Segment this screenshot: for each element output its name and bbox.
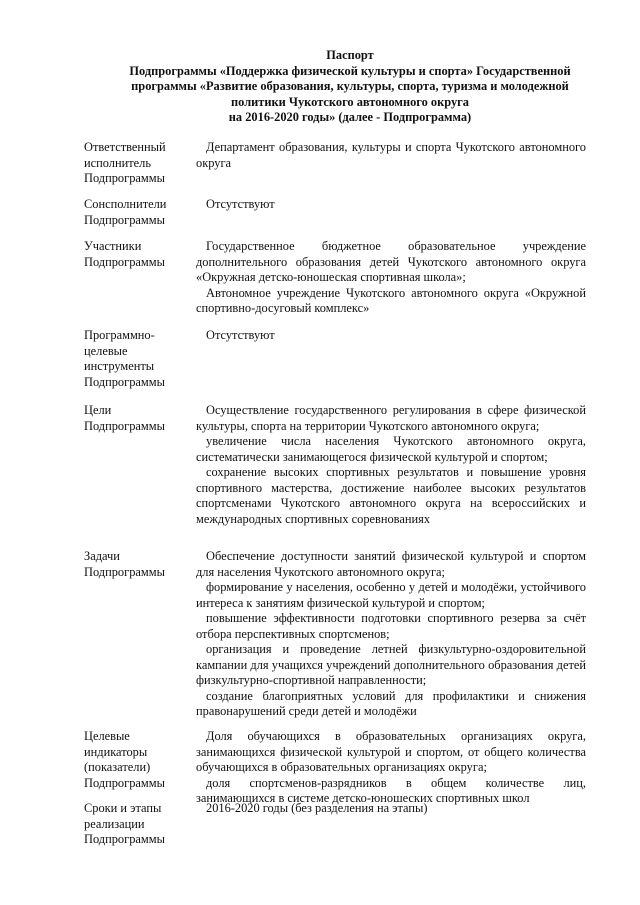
row-label [84, 328, 194, 390]
label-line: инструменты [84, 359, 155, 373]
label-line: Программно- [84, 328, 155, 342]
row-label [84, 729, 194, 791]
title-line-4: политики Чукотского автономного округа [231, 94, 469, 109]
label-line: Целевые [84, 729, 130, 743]
label-line: Подпрограммы [84, 564, 165, 579]
title-line-1: Паспорт [326, 48, 374, 62]
row-label [84, 239, 194, 270]
label-line: Цели [84, 403, 112, 417]
row-content [196, 403, 586, 527]
row-content [196, 729, 586, 807]
label-line: Сроки и этапы [84, 801, 162, 815]
passport-title [100, 48, 600, 126]
row-content [196, 549, 586, 720]
label-line: Подпрограммы [84, 775, 165, 790]
row-label [84, 140, 194, 187]
label-line: Подпрограммы [84, 418, 165, 433]
paragraph: формирование у населения, особенно у детей и молодёжи, устойчивого интереса к занятиям физической культурой и спортом; [196, 580, 586, 610]
paragraph: 2016-2020 годы (без разделения на этапы) [206, 801, 428, 815]
label-line: Подпрограммы [84, 212, 165, 227]
paragraph: Осуществление государственного регулирования в сфере физической культуры, спорта на территории Чукотского автономного округа; [196, 403, 586, 433]
label-line: исполнитель [84, 155, 151, 170]
row-content [196, 328, 586, 344]
row-label [84, 801, 194, 848]
label-line: Участники [84, 239, 142, 253]
label-line: Подпрограммы [84, 171, 165, 185]
paragraph: увеличение числа населения Чукотского автономного округа, систематически занимающегося физической культурой и спортом; [196, 434, 586, 464]
title-line-2: Подпрограммы «Поддержка физической культуры и спорта» Государственной [129, 63, 571, 78]
title-line-5: на 2016-2020 годы» (далее - Подпрограмма) [228, 110, 472, 124]
label-line: Подпрограммы [84, 832, 165, 846]
paragraph: Государственное бюджетное образовательное учреждение дополнительного образования детей Чукотского автономного округа «Окружная детско-юношеская спортивная школа»; [196, 239, 586, 284]
paragraph: Отсутствуют [206, 197, 275, 211]
paragraph: организация и проведение летней физкультурно-оздоровительной кампании для учащихся учреждений дополнительного образования детей физкультурно-спортивной направленности; [196, 642, 586, 687]
row-content [196, 140, 586, 171]
row-content [196, 197, 586, 213]
paragraph: Департамент образования, культуры и спорта Чукотского автономного округа [196, 140, 586, 170]
label-line: реализации [84, 816, 145, 831]
label-line: Задачи [84, 549, 120, 563]
paragraph: создание благоприятных условий для профилактики и снижения правонарушений среди детей и молодёжи [196, 688, 586, 718]
paragraph: сохранение высоких спортивных результатов и повышение уровня спортивного мастерства, достижение наиболее высоких результатов спортсменами Чукотского автономного округа на всероссийских и международных спортивных соревнованиях [196, 465, 586, 526]
paragraph: Автономное учреждение Чукотского автономного округа «Окружной спортивно-досуговый комплекс» [196, 285, 586, 315]
row-label [84, 403, 194, 434]
row-label [84, 197, 194, 228]
label-line: целевые [84, 343, 128, 358]
label-line: Подпрограммы [84, 254, 165, 269]
label-line: Сонсполнители [84, 197, 167, 211]
row-content [196, 801, 586, 817]
label-line: индикаторы [84, 744, 148, 759]
label-line: Подпрограммы [84, 374, 165, 389]
title-line-3: программы «Развитие образования, культуры, спорта, туризма и молодежной [131, 79, 569, 93]
paragraph: Отсутствуют [206, 328, 275, 342]
row-content [196, 239, 586, 317]
paragraph: повышение эффективности подготовки спортивного резерва за счёт отбора перспективных спортсменов; [196, 611, 586, 641]
label-line: (показатели) [84, 760, 151, 774]
paragraph: доля спортсменов-разрядников в общем количестве лиц, занимающихся в системе детско-юношеских спортивных школ [196, 775, 586, 805]
label-line: Ответственный [84, 140, 166, 154]
row-label [84, 549, 194, 580]
paragraph: Обеспечение доступности занятий физической культурой и спортом для населения Чукотского автономного округа; [196, 549, 586, 579]
paragraph: Доля обучающихся в образовательных организациях округа, занимающихся физической культурой и спортом, от общего количества обучающихся в образовательных организациях округа; [196, 729, 586, 774]
